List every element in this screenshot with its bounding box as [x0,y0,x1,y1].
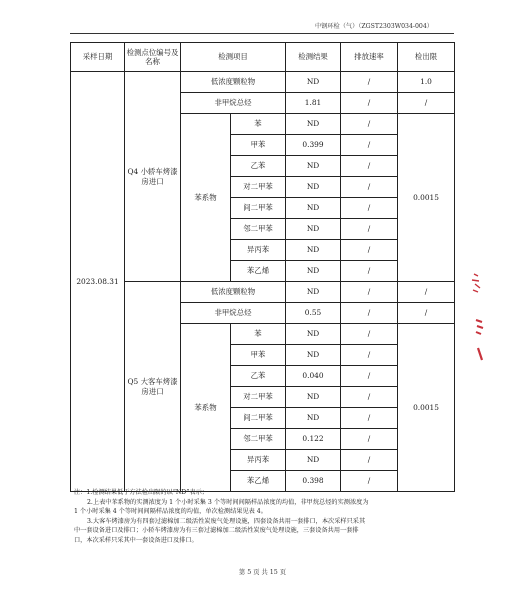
benzene-limit: 0.0015 [398,114,455,282]
compound-name: 对二甲苯 [231,177,286,198]
item-pm: 低浓度颗粒物 [181,72,286,93]
result-cell: 0.399 [286,135,341,156]
result-cell: ND [286,72,341,93]
compound-name: 乙苯 [231,156,286,177]
result-cell: ND [286,387,341,408]
table-row [71,72,455,93]
rate-cell: / [341,324,398,345]
item-pm: 低浓度颗粒物 [181,282,286,303]
seam-stamp-mark [468,268,490,368]
result-cell: ND [286,219,341,240]
rate-cell: / [341,282,398,303]
compound-name: 苯 [231,114,286,135]
result-cell: 0.55 [286,303,341,324]
compound-name: 对二甲苯 [231,387,286,408]
header-item: 检测项目 [181,43,286,72]
compound-name: 间二甲苯 [231,408,286,429]
result-cell: ND [286,324,341,345]
header-date: 采样日期 [71,43,125,72]
result-cell: ND [286,156,341,177]
result-cell: ND [286,408,341,429]
note-line: 1 个小时采集 4 个等时间间隔样品浓度的均值，单次检测结果见表 4。 [74,508,267,516]
limit-cell: / [398,303,455,324]
result-cell: ND [286,177,341,198]
result-cell: 1.81 [286,93,341,114]
compound-name: 苯 [231,324,286,345]
rate-cell: / [341,261,398,282]
item-nmhc: 非甲烷总烃 [181,93,286,114]
result-cell: 0.040 [286,366,341,387]
header-result: 检测结果 [286,43,341,72]
rate-cell: / [341,177,398,198]
compound-name: 间二甲苯 [231,198,286,219]
result-cell: ND [286,282,341,303]
rate-cell: / [341,219,398,240]
result-cell: ND [286,114,341,135]
result-cell: ND [286,198,341,219]
note-line: 注：1.检测结果低于方法检出限的以“ND”表示； [74,489,208,496]
rate-cell: / [341,93,398,114]
sampling-date: 2023.08.31 [71,72,125,492]
note-line: 中一套设备进口及排口；小轿车烤漆房为有三套过滤棉加二级活性炭废气处理设施，三套设备共用一套排 [74,527,359,535]
benzene-series-label: 苯系物 [181,114,231,282]
rate-cell: / [341,198,398,219]
header-limit: 检出限 [398,43,455,72]
rate-cell: / [341,471,398,492]
rate-cell: / [341,387,398,408]
results-table [70,42,455,492]
header-rule [70,33,454,34]
compound-name: 异丙苯 [231,450,286,471]
benzene-series-label: 苯系物 [181,324,231,492]
rate-cell: / [341,408,398,429]
note-line: 3.大客车烤漆房为有四套过滤棉加二级活性炭废气处理设施，四套设备共用一套排口，本次采样只采其 [87,517,366,525]
compound-name: 甲苯 [231,135,286,156]
rate-cell: / [341,366,398,387]
limit-cell: / [398,93,455,114]
table-header-row [71,43,455,72]
header-rate: 排放速率 [341,43,398,72]
result-cell: ND [286,345,341,366]
note-line: 口，本次采样只采其中一套设备进口及排口。 [74,537,198,545]
limit-cell: / [398,282,455,303]
rate-cell: / [341,345,398,366]
rate-cell: / [341,156,398,177]
result-cell: ND [286,261,341,282]
report-header: 中钢环检（气）（ZGST2303W034-004） [314,23,433,30]
rate-cell: / [341,114,398,135]
compound-name: 苯乙烯 [231,261,286,282]
rate-cell: / [341,429,398,450]
rate-cell: / [341,240,398,261]
sampling-point-q4: Q4 小轿车烤漆房进口 [125,72,181,282]
compound-name: 甲苯 [231,345,286,366]
rate-cell: / [341,135,398,156]
compound-name: 异丙苯 [231,240,286,261]
result-cell: ND [286,240,341,261]
rate-cell: / [341,303,398,324]
compound-name: 邻二甲苯 [231,429,286,450]
page-number: 第 5 页 共 15 页 [238,569,287,576]
notes-section [74,488,458,546]
result-cell: ND [286,450,341,471]
note-line: 2.上表中苯系物的实测浓度为 1 个小时采集 3 个等时间间隔样品浓度的均值，非甲烷总烃的实测浓度为 [87,498,369,506]
rate-cell: / [341,72,398,93]
result-cell: 0.398 [286,471,341,492]
item-nmhc: 非甲烷总烃 [181,303,286,324]
compound-name: 苯乙烯 [231,471,286,492]
sampling-point-q5: Q5 大客车烤漆房进口 [125,282,181,492]
rate-cell: / [341,450,398,471]
result-cell: 0.122 [286,429,341,450]
benzene-limit: 0.0015 [398,324,455,492]
compound-name: 邻二甲苯 [231,219,286,240]
table-row [71,282,455,303]
compound-name: 乙苯 [231,366,286,387]
header-point: 检测点位编号及名称 [125,43,181,72]
limit-cell: 1.0 [398,72,455,93]
